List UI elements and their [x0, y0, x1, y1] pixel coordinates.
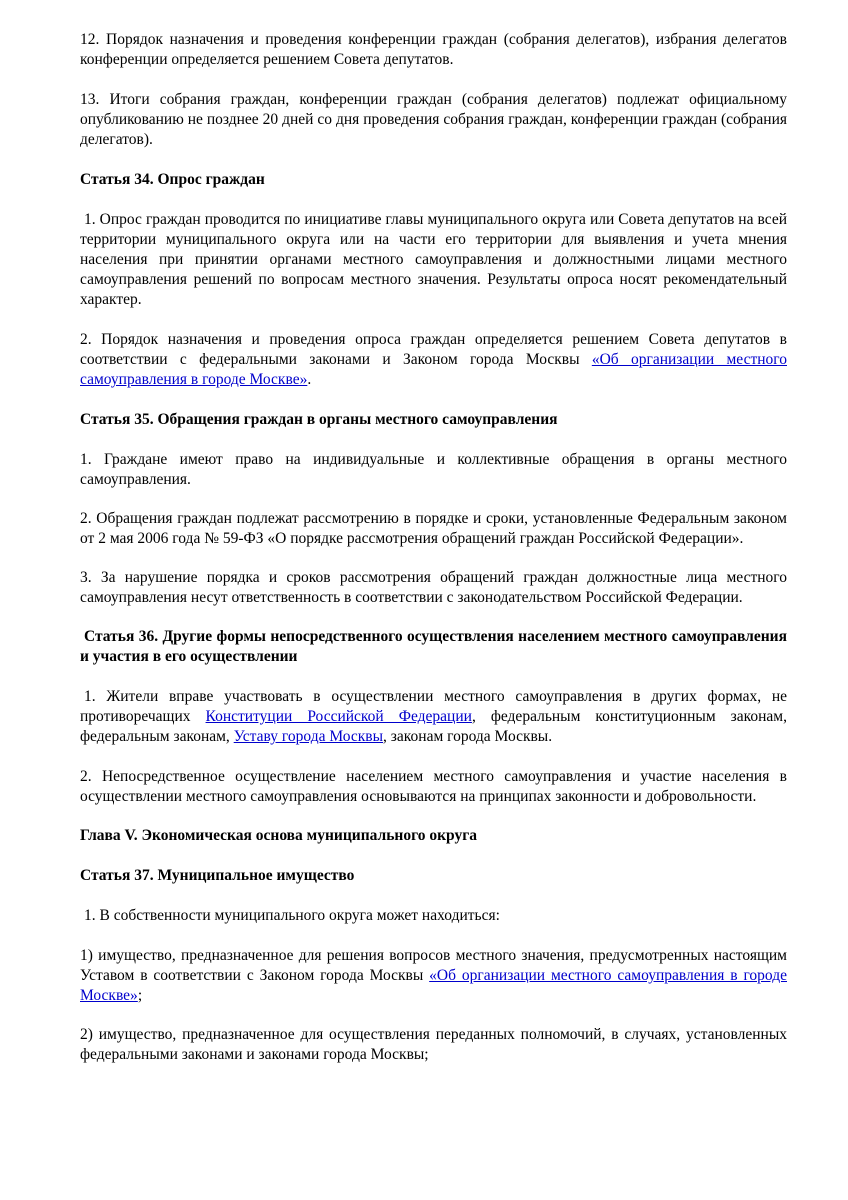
article-34-paragraph-2 — [80, 330, 787, 390]
document-page — [80, 30, 787, 1065]
moscow-law-local-government-link-2[interactable]: «Об организации местного самоуправления в городе Москве» — [80, 967, 787, 1004]
article-35-paragraph-1: 1. Граждане имеют право на индивидуальные и коллективные обращения в органы местного самоуправления. — [80, 451, 787, 488]
paragraph-13: 13. Итоги собрания граждан, конференции граждан (собрания делегатов) подлежат официальному опубликованию не позднее 20 дней со дня проведения собрания граждан, конференции граждан (собрания делегатов). — [80, 91, 787, 148]
article-36-heading: Статья 36. Другие формы непосредственного осуществления населением местного самоуправления и участия в его осуществлении — [80, 628, 787, 665]
article-36-paragraph-1 — [80, 687, 787, 747]
article-35-paragraph-3: 3. За нарушение порядка и сроков рассмотрения обращений граждан должностные лица местного самоуправления несут ответственность в соответствии с законодательством Российской Федерации. — [80, 569, 787, 606]
chapter-5-heading: Глава V. Экономическая основа муниципального округа — [80, 827, 478, 844]
article-34-paragraph-2-end: . — [307, 371, 312, 388]
article-36-paragraph-1-text-b: , федеральным конституционным законам, федеральным законам, — [80, 708, 787, 745]
article-35-paragraph-2: 2. Обращения граждан подлежат рассмотрению в порядке и сроки, установленные Федеральным законом от 2 мая 2006 года № 59-ФЗ «О порядке рассмотрения обращений граждан Российской Федерации». — [80, 510, 787, 547]
constitution-link[interactable]: Конституции Российской Федерации — [205, 708, 472, 725]
moscow-charter-link[interactable]: Уставу города Москвы — [233, 728, 384, 745]
article-36-paragraph-1-text-c: , законам города Москвы. — [383, 728, 553, 745]
article-37-item-1-end: ; — [137, 987, 143, 1004]
article-37-item-1 — [80, 946, 787, 1006]
article-37-item-1-text: 1) имущество, предназначенное для решения вопросов местного значения, предусмотренных настоящим Уставом в соответствии с Законом города Москвы — [80, 947, 787, 984]
article-34-heading: Статья 34. Опрос граждан — [80, 171, 265, 188]
article-34-paragraph-1: 1. Опрос граждан проводится по инициативе главы муниципального округа или Совета депутатов на всей территории муниципального округа или на части его территории для выявления и учета мнения населения при принятии органами местного самоуправления и должностными лицами местного самоуправления решений по вопросам местного значения. Результаты опроса носят рекомендательный характер. — [80, 211, 787, 308]
paragraph-12: 12. Порядок назначения и проведения конференции граждан (собрания делегатов), избрания делегатов конференции определяется решением Совета депутатов. — [80, 31, 787, 68]
article-37-item-2: 2) имущество, предназначенное для осуществления переданных полномочий, в случаях, установленных федеральными законами и законами города Москвы; — [80, 1026, 787, 1063]
article-37-paragraph-1: 1. В собственности муниципального округа может находиться: — [84, 907, 500, 924]
article-36-paragraph-2: 2. Непосредственное осуществление населением местного самоуправления и участие населения в осуществлении местного самоуправления основываются на принципах законности и добровольности. — [80, 768, 787, 805]
article-36-paragraph-1-text-a: 1. Жители вправе участвовать в осуществлении местного самоуправления в других формах, не противоречащих — [80, 688, 787, 725]
article-37-heading: Статья 37. Муниципальное имущество — [80, 867, 355, 884]
moscow-law-local-government-link[interactable]: «Об организации местного самоуправления в городе Москве» — [80, 351, 787, 388]
article-34-paragraph-2-text: 2. Порядок назначения и проведения опроса граждан определяется решением Совета депутатов в соответствии с федеральными законами и Законом города Москвы — [80, 331, 787, 368]
article-35-heading: Статья 35. Обращения граждан в органы местного самоуправления — [80, 411, 558, 428]
